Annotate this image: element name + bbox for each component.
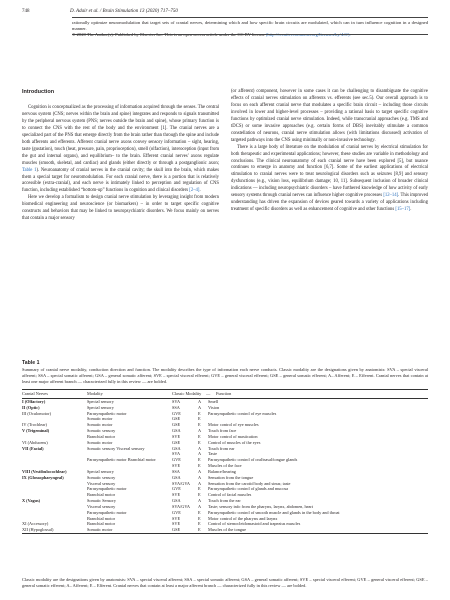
paragraph [231,89,428,145]
nerve-cell: VI (Abducens) [22,439,48,445]
function-cell: Taste [208,451,218,457]
license-text: © 2020 The Author(s). Published by Elsevier Inc. This is an open access article under the CC BY license [72,32,265,37]
direction-cell: A [198,445,202,451]
classic-modality-cell: GVE [172,457,181,463]
classic-modality-cell: SVA/GVA [172,503,190,509]
function-cell: Control of facial muscles [208,492,252,498]
column-header: Cranial Nerves [22,391,48,396]
classic-modality-cell: GSE [172,416,181,422]
paragraph [22,105,219,195]
direction-cell: E [198,527,201,533]
paragraph-text: Here we develop a formalism to design cranial nerve stimulation by leveraging insight from modern biomedical engineering and neuroscience (or biomarkers) – in order to target specific cognitive constructs and behaviors that may be linked to neuropsychiatric disorders. We focus mainly on nerves that contain a major sensory [22,195,219,222]
column-header: — [206,391,211,396]
function-cell: Taste; sensory info from the pharynx, larynx, abdomen, heart [208,503,314,509]
table-caption: Summary of cranial nerve modality, conduction direction and function. The modality describes the type of information each nerve conducts. Classic modality are the designations given by anatomists: SVA – special visceral afferent; SSA – special somatic afferent; GSA – general somatic afferent; SVE – special visceral efferent; GVE – general visceral efferent; GSE – general somatic efferent; A– Afferent; E – Efferent. Cranial nerves that contain at least one major afferent branch — characterized fully in this review — are bolded. [22,367,428,384]
nerve-cell: VII (Facial) [22,445,44,451]
nerve-cell: I (Olfactory) [22,399,46,404]
modality-cell: Somatic motor [87,439,113,445]
modality-cell: Somatic Sensory [87,498,117,504]
function-cell: Sensation from the tongue [208,474,254,480]
classic-modality-cell: GVE [172,486,181,492]
function-cell: Parasympathetic control of eye muscles [208,410,277,416]
classic-modality-cell: GSA [172,445,181,451]
left-column [22,89,219,223]
modality-cell: Parasympathetic motor [87,486,127,492]
classic-modality-cell: SVE [172,492,181,498]
right-column [231,89,428,214]
classic-modality-cell: GVE [172,410,181,416]
modality-cell: Special sensory [87,468,114,474]
direction-cell: E [198,515,201,521]
direction-cell: E [198,509,201,515]
function-cell: Control of muscles of the eyes [208,439,261,445]
function-cell: Motor control of the pharynx and larynx [208,515,278,521]
direction-cell: A [198,474,202,480]
classic-modality-cell: SVE [172,433,181,439]
function-cell: Touch from ear [208,445,235,451]
modality-cell: Somatic sensory [87,428,116,434]
function-cell: Motor control of eye muscles [208,422,259,428]
table-row [22,527,428,533]
table-header-row [22,390,428,398]
column-header: Modality [87,391,103,396]
paragraph-text: Cognition is conceptualized as the processing of information acquired through the senses. The central nervous system (CNS; nerves within the brain and spine) integrates and responds to signals transmitted by the peripheral nervous system (PNS; nerves outside the brain and spine), whose primary function is to connect the CNS with the rest of the body and the environment [1]. The cranial nerves are a specialized part of the PNS that emerge directly from the brain rather than through the spine and include both afferents and efferents. Afferent cranial nerve axons convey sensory information – sight, hearing, taste (gustation), touch (heat, pressure, pain, proprioception), smell (olfaction), interoception (input from the gut and internal organs), and equilibrium– to the brain. Efferent cranial nerves' axons regulate muscles (smooth, skeletal, and cardiac) and glands (either directly or through a postganglionic axon; [22,105,219,166]
modality-cell: Branchial motor [87,515,116,521]
modality-cell: Branchial motor [87,492,116,498]
nerve-cell: V (Trigeminal) [22,428,50,434]
direction-cell: A [198,399,202,404]
direction-cell: E [198,457,201,463]
function-cell: Motor control of mastication [208,433,258,439]
page-number: 748 [22,9,30,14]
nerve-cell: IV (Trochlear) [22,422,47,428]
direction-cell: E [198,492,201,498]
direction-cell: E [198,410,201,416]
classic-modality-cell: SVE [172,521,181,527]
abstract-end [72,20,428,38]
function-cell: Parasympathetic control of oral/nasal/tongue glands [208,457,298,463]
modality-cell: Branchial motor [87,521,116,527]
modality-cell: Somatic motor [87,422,113,428]
classic-modality-cell: GSE [172,527,181,533]
column-header: Classic Modality [172,391,202,396]
function-cell: Parasympathetic control of smooth muscle and glands in the body and throat [208,509,340,515]
direction-cell: E [198,439,201,445]
modality-cell: Branchial motor [87,433,116,439]
classic-modality-cell: GSA [172,498,181,504]
table-reference-link[interactable]: Table 1 [22,167,37,173]
direction-cell: E [198,433,201,439]
function-cell: Parasympathetic control of glands and mucosa [208,486,289,492]
direction-cell: E [198,463,201,469]
nerve-cell: II (Optic) [22,404,40,410]
abstract-text: rationally optimize neuromodulation that target sets of cranial nerves, determining which and how specific brain circuits are modulated, which can in turn influence cognition in a designed manner. [72,20,428,31]
paragraph [22,195,219,223]
table-footnote: Classic modality are the designations given by anatomists: SVA – special visceral afferent; SSA – special somatic afferent; GSA – general somatic afferent; SVE – special visceral efferent; GVE – general visceral efferent; GSE – general somatic efferent; A– Afferent; E – Efferent. Cranial nerves that contain at least a major afferent branch — characterized fully in this review — are bolded. [22,577,428,588]
function-cell: Touch from face [208,428,237,434]
nerve-cell: XII (Hypoglossal) [22,527,54,533]
modality-cell: Visceral sensory [87,503,116,509]
classic-modality-cell: SVA/GVA [172,480,190,486]
abstract-rule [72,34,428,35]
table [22,389,428,534]
classic-modality-cell: SVE [172,515,181,521]
classic-modality-cell: GVE [172,509,181,515]
citation-link[interactable]: [15–17] [395,207,411,213]
section-heading-introduction: Introduction [22,89,55,95]
modality-cell: Parasympathetic motor Branchial motor [87,457,156,463]
journal-citation: D. Adair et al. / Brain Stimulation 13 (2020) 717–750 [70,9,178,14]
paragraph-text: . [410,207,412,213]
classic-modality-cell: GSE [172,439,181,445]
classic-modality-cell: SVA [172,451,181,457]
classic-modality-cell: GSA [172,428,181,434]
function-cell: Balance/hearing [208,468,236,474]
paragraph-text: There is a large body of literature on the modulation of cranial nerves by electrical stimulation for both therapeutic and experimental applications; however, these studies are variable in methodology and conclusions. The clinical neuroanatomy of each cranial nerve have been explored [5], but nuance continues to emerge in anatomy and function [6,7]. Some of the earliest applications of electrical stimulation to cranial nerves were to treat neurological disorders such as seizures [8,9] and sensory dysfunctions (e.g., vision loss, equilibrium damage; 10, 11]. Subsequent inclusion of broader clinical indications — including neuropsychiatric disorders – have furthered knowledge of how activity of early sensory systems through cranial nerves can influence higher cognitive processes [231,144,428,199]
function-cell: Sensation from the carotid body and sinus; taste [208,480,291,486]
direction-cell: A [198,468,202,474]
paragraph-text: ). Neuroanatomy of cranial nerves in the cranial cavity; the skull into the brain, which makes them a special target for neuromodulation. For each cranial nerve, there is a portion that is relatively accessible (extra-cranial), and each nerve is intimately linked to perception and regulation of CNS function, including established “bottom-up” functions in cognition and clinical disorders [22,167,220,194]
classic-modality-cell: GSE [172,422,181,428]
nerve-cell: X (Vagus) [22,498,41,504]
modality-cell: Parasympathetic motor [87,509,127,515]
direction-cell: A [198,480,202,486]
nerve-cell: IX (Glossopharyngeal) [22,474,64,480]
column-header: Function [216,391,232,396]
modality-cell: Special sensory [87,399,114,404]
citation-link[interactable]: [2–4] [189,188,200,194]
direction-cell: A [198,404,202,410]
modality-cell: Parasympathetic motor [87,410,127,416]
table-label: Table 1 [22,360,40,366]
classic-modality-cell: SVE [172,463,181,469]
direction-cell: A [198,503,202,509]
function-cell: Muscles of the tongue [208,527,247,533]
modality-cell: Somatic sensory [87,474,116,480]
paragraph-text: . [199,188,201,194]
direction-cell: A [198,498,202,504]
license-link[interactable]: (http://creativecommons.org/licenses/by/4.0/). [265,32,351,37]
citation-link[interactable]: [12–14] [383,193,399,199]
paragraph [231,145,428,215]
direction-cell: A [198,451,202,457]
classic-modality-cell: GSA [172,474,181,480]
table-rule [22,533,428,534]
nerve-cell: VIII (Vestibulocochlear) [22,468,67,474]
nerve-cell: XI (Accessory) [22,521,49,527]
function-cell: Smell [208,399,219,404]
direction-cell: E [198,422,201,428]
paragraph-text: . This improved understanding has driven the expansion of devices geared towards a variety of applications including treatment of specific disorders as well as enhancement of cognitive and other functions [231,193,428,213]
function-cell: Control of sternocleidomastoid and trapezius muscles [208,521,301,527]
modality-cell: Somatic motor [87,416,113,422]
classic-modality-cell: SSA [172,404,180,410]
top-rule [72,17,428,18]
direction-cell: E [198,521,201,527]
table-body [22,399,428,533]
modality-cell: Somatic motor [87,527,113,533]
direction-cell: E [198,486,201,492]
function-cell: Vision [208,404,220,410]
modality-cell: Special sensory [87,404,114,410]
running-head [22,9,428,15]
classic-modality-cell: SSA [172,468,180,474]
function-cell: Muscles of the face [208,463,242,469]
direction-cell: A [198,428,202,434]
paragraph-text: (or afferent) component, however in some cases it can be challenging to disambiguate the cognitive effects of cranial nerves stimulation on afferents vs. efferents (see sec.5). Our overall approach is to focus on each afferent cranial nerve that modulates a specific brain circuit – including those circuits involved in lower and higher-level processes – providing a rational basis to target specific cognitive functions by optimized cranial nerve stimulation. Indeed, while transcranial approaches (e.g. TMS and tDCS) or some invasive approaches (e.g. certain forms of DBS) inevitably stimulate a common constellation of neurons, cranial nerve stimulation allows (with limitations discussed) activation of targeted pathways into the CNS using minimally or non-invasive technology. [231,89,428,143]
modality-cell: Visceral sensory [87,480,116,486]
nerve-cell: III (Oculomotor) [22,410,51,416]
classic-modality-cell: SVA [172,399,181,404]
direction-cell: E [198,416,201,422]
function-cell: Touch from the ear [208,498,241,504]
modality-cell: Somatic sensory Visceral sensory [87,445,145,451]
